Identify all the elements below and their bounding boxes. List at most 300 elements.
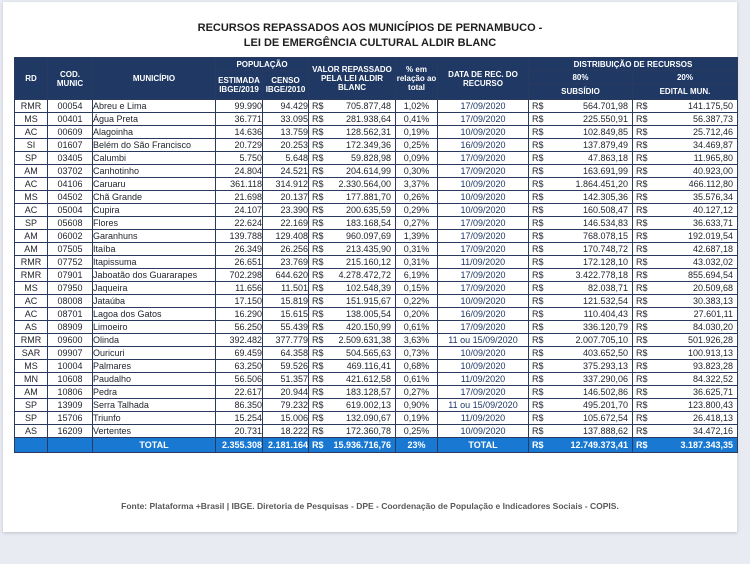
cell-data-recebimento: 17/09/2020 [438, 113, 529, 126]
cell-rd: AM [15, 243, 48, 256]
currency-prefix: R$ [636, 282, 648, 293]
cell-edital [633, 425, 738, 438]
edital-amount: 84.322,52 [692, 373, 733, 384]
subsidio-amount: 564.701,98 [582, 100, 628, 111]
cell-pop-censo: 24.521 [263, 165, 309, 178]
currency-prefix: R$ [636, 440, 648, 450]
cell-pop-censo: 20.137 [263, 191, 309, 204]
cell-pop-censo: 5.648 [263, 152, 309, 165]
cell-rd: RMR [15, 269, 48, 282]
currency-prefix: R$ [312, 230, 324, 241]
cell-valor-repassado [309, 386, 396, 399]
cell-pct: 0,19% [396, 412, 438, 425]
table-row [15, 282, 738, 295]
cell-subsidio [529, 243, 633, 256]
currency-prefix: R$ [532, 152, 544, 163]
total-subsidio-amount: 12.749.373,41 [570, 440, 628, 450]
cell-valor-repassado [309, 256, 396, 269]
valor-amount: 183.128,57 [345, 386, 391, 397]
cell-pop-censo: 15.615 [263, 308, 309, 321]
cell-subsidio [529, 139, 633, 152]
cell-pct: 0,73% [396, 347, 438, 360]
cell-valor-repassado [309, 425, 396, 438]
cell-municipio: Olinda [93, 334, 216, 347]
valor-amount: 172.360,78 [345, 425, 391, 436]
cell-pct: 0,27% [396, 217, 438, 230]
cell-rd: SP [15, 217, 48, 230]
header-pct-total: % em relação ao total [396, 58, 438, 100]
cell-rd: AC [15, 178, 48, 191]
cell-data-recebimento: 10/09/2020 [438, 191, 529, 204]
cell-pop-estimada: 26.349 [216, 243, 263, 256]
valor-amount: 504.565,63 [345, 347, 391, 358]
resources-table [14, 57, 738, 453]
edital-amount: 25.712,46 [692, 126, 733, 137]
edital-amount: 501.926,28 [687, 334, 733, 345]
table-row [15, 347, 738, 360]
cell-valor-repassado [309, 191, 396, 204]
cell-subsidio [529, 308, 633, 321]
cell-pop-estimada: 24.107 [216, 204, 263, 217]
cell-pop-estimada: 702.298 [216, 269, 263, 282]
cell-subsidio [529, 373, 633, 386]
header-populacao: POPULAÇÃO [216, 58, 309, 71]
cell-rd: AM [15, 165, 48, 178]
cell-cod-munic: 10806 [48, 386, 93, 399]
cell-pop-estimada: 56.506 [216, 373, 263, 386]
subsidio-amount: 172.128,10 [582, 256, 628, 267]
cell-pop-censo: 129.408 [263, 230, 309, 243]
edital-amount: 466.112,80 [688, 178, 733, 189]
currency-prefix: R$ [532, 386, 544, 397]
cell-rd: SP [15, 412, 48, 425]
valor-amount: 2.509.631,38 [338, 334, 391, 345]
table-row [15, 230, 738, 243]
currency-prefix: R$ [636, 334, 648, 345]
cell-cod-munic: 00401 [48, 113, 93, 126]
valor-amount: 172.349,36 [345, 139, 391, 150]
currency-prefix: R$ [312, 178, 324, 189]
cell-valor-repassado [309, 100, 396, 113]
cell-edital [633, 295, 738, 308]
subsidio-amount: 137.888,62 [582, 425, 628, 436]
header-municipio: MUNICÍPIO [93, 58, 216, 100]
valor-amount: 151.915,67 [345, 295, 391, 306]
cell-municipio: Itapissuma [93, 256, 216, 269]
valor-amount: 705.877,48 [345, 100, 391, 111]
header-edital: EDITAL MUN. [633, 84, 738, 100]
currency-prefix: R$ [636, 100, 648, 111]
cell-cod-munic: 10004 [48, 360, 93, 373]
cell-pop-estimada: 361.118 [216, 178, 263, 191]
valor-amount: 183.168,54 [345, 217, 391, 228]
edital-amount: 40.923,00 [692, 165, 733, 176]
cell-pop-censo: 314.912 [263, 178, 309, 191]
cell-subsidio [529, 269, 633, 282]
currency-prefix: R$ [312, 386, 324, 397]
currency-prefix: R$ [532, 269, 544, 280]
cell-data-recebimento: 11 ou 15/09/2020 [438, 399, 529, 412]
cell-rd: SP [15, 152, 48, 165]
currency-prefix: R$ [312, 269, 324, 280]
currency-prefix: R$ [636, 412, 648, 423]
cell-municipio: Limoeiro [93, 321, 216, 334]
cell-municipio: Serra Talhada [93, 399, 216, 412]
cell-subsidio [529, 204, 633, 217]
cell-cod-munic: 05004 [48, 204, 93, 217]
cell-municipio: Garanhuns [93, 230, 216, 243]
edital-amount: 27.601,11 [693, 308, 733, 319]
cell-rd: MS [15, 282, 48, 295]
cell-municipio: Pedra [93, 386, 216, 399]
currency-prefix: R$ [636, 139, 648, 150]
cell-pct: 0,29% [396, 204, 438, 217]
subsidio-amount: 142.305,36 [582, 191, 628, 202]
table-row [15, 126, 738, 139]
cell-valor-repassado [309, 308, 396, 321]
currency-prefix: R$ [532, 191, 544, 202]
cell-valor-repassado [309, 399, 396, 412]
total-subsidio [529, 438, 633, 453]
subsidio-amount: 495.201,70 [582, 399, 628, 410]
cell-municipio: Flores [93, 217, 216, 230]
currency-prefix: R$ [532, 347, 544, 358]
currency-prefix: R$ [636, 295, 648, 306]
currency-prefix: R$ [636, 126, 648, 137]
currency-prefix: R$ [636, 191, 648, 202]
cell-subsidio [529, 165, 633, 178]
currency-prefix: R$ [532, 243, 544, 254]
table-row [15, 295, 738, 308]
edital-amount: 141.175,50 [687, 100, 733, 111]
edital-amount: 42.687,18 [692, 243, 733, 254]
cell-pop-censo: 22.169 [263, 217, 309, 230]
cell-data-recebimento: 17/09/2020 [438, 230, 529, 243]
cell-data-recebimento: 10/09/2020 [438, 360, 529, 373]
cell-valor-repassado [309, 139, 396, 152]
total-pct: 23% [396, 438, 438, 453]
cell-municipio: Calumbi [93, 152, 216, 165]
currency-prefix: R$ [532, 126, 544, 137]
currency-prefix: R$ [636, 256, 648, 267]
cell-cod-munic: 15706 [48, 412, 93, 425]
cell-pct: 0,90% [396, 399, 438, 412]
cell-subsidio [529, 282, 633, 295]
cell-edital [633, 152, 738, 165]
cell-edital [633, 399, 738, 412]
cell-data-recebimento: 17/09/2020 [438, 165, 529, 178]
source-note: Fonte: Plataforma +Brasil | IBGE. Diretoria de Pesquisas - DPE - Coordenação de População e Indicadores Sociais - COPIS. [121, 501, 619, 511]
total-row [15, 438, 738, 453]
valor-amount: 213.435,90 [345, 243, 391, 254]
cell-data-recebimento: 10/09/2020 [438, 347, 529, 360]
currency-prefix: R$ [532, 321, 544, 332]
cell-valor-repassado [309, 360, 396, 373]
subsidio-amount: 768.078,15 [582, 230, 628, 241]
currency-prefix: R$ [636, 425, 648, 436]
cell-pct: 0,27% [396, 386, 438, 399]
cell-cod-munic: 07505 [48, 243, 93, 256]
cell-edital [633, 178, 738, 191]
cell-pop-censo: 51.357 [263, 373, 309, 386]
cell-edital [633, 256, 738, 269]
table-row [15, 399, 738, 412]
cell-pop-estimada: 56.250 [216, 321, 263, 334]
total-pop-censo: 2.181.164 [263, 438, 309, 453]
cell-pct: 6,19% [396, 269, 438, 282]
table-row [15, 412, 738, 425]
currency-prefix: R$ [532, 373, 544, 384]
cell-pop-estimada: 20.729 [216, 139, 263, 152]
edital-amount: 30.383,13 [692, 295, 733, 306]
cell-valor-repassado [309, 243, 396, 256]
currency-prefix: R$ [312, 334, 324, 345]
cell-rd: AM [15, 230, 48, 243]
cell-valor-repassado [309, 217, 396, 230]
cell-pop-censo: 18.222 [263, 425, 309, 438]
cell-valor-repassado [309, 282, 396, 295]
cell-pop-estimada: 17.150 [216, 295, 263, 308]
report-title-line2: LEI DE EMERGÊNCIA CULTURAL ALDIR BLANC [243, 37, 497, 49]
table-row [15, 425, 738, 438]
valor-amount: 200.635,59 [345, 204, 391, 215]
valor-amount: 960.097,69 [345, 230, 391, 241]
subsidio-amount: 403.652,50 [582, 347, 628, 358]
cell-rd: RMR [15, 334, 48, 347]
header-80pct: 80% [529, 71, 633, 84]
currency-prefix: R$ [312, 347, 324, 358]
cell-pop-censo: 15.819 [263, 295, 309, 308]
cell-pct: 1,02% [396, 100, 438, 113]
cell-edital [633, 334, 738, 347]
currency-prefix: R$ [636, 217, 648, 228]
cell-edital [633, 230, 738, 243]
subsidio-amount: 163.691,99 [582, 165, 628, 176]
total-cell-cod [48, 438, 93, 453]
edital-amount: 100.913,13 [687, 347, 733, 358]
cell-valor-repassado [309, 204, 396, 217]
cell-edital [633, 243, 738, 256]
cell-municipio: Triunfo [93, 412, 216, 425]
currency-prefix: R$ [312, 126, 324, 137]
cell-valor-repassado [309, 165, 396, 178]
cell-rd: SP [15, 399, 48, 412]
cell-pct: 0,41% [396, 113, 438, 126]
currency-prefix: R$ [312, 282, 324, 293]
cell-valor-repassado [309, 113, 396, 126]
subsidio-amount: 1.864.451,20 [575, 178, 628, 189]
cell-rd: AM [15, 386, 48, 399]
currency-prefix: R$ [636, 178, 648, 189]
header-valor-repassado: VALOR REPASSADO PELA LEI ALDIR BLANC [309, 58, 396, 100]
table-row [15, 243, 738, 256]
cell-cod-munic: 06002 [48, 230, 93, 243]
cell-municipio: Abreu e Lima [93, 100, 216, 113]
cell-pop-estimada: 16.290 [216, 308, 263, 321]
cell-rd: AC [15, 295, 48, 308]
cell-subsidio [529, 100, 633, 113]
cell-pop-estimada: 26.651 [216, 256, 263, 269]
cell-pct: 0,61% [396, 321, 438, 334]
table-row [15, 100, 738, 113]
cell-valor-repassado [309, 334, 396, 347]
currency-prefix: R$ [636, 230, 648, 241]
edital-amount: 93.823,28 [692, 360, 733, 371]
cell-subsidio [529, 399, 633, 412]
valor-amount: 215.160,12 [345, 256, 391, 267]
currency-prefix: R$ [532, 412, 544, 423]
cell-data-recebimento: 11 ou 15/09/2020 [438, 334, 529, 347]
header-pop-censo: CENSO IBGE/2010 [263, 71, 309, 100]
cell-cod-munic: 10608 [48, 373, 93, 386]
edital-amount: 84.030,20 [692, 321, 733, 332]
cell-edital [633, 165, 738, 178]
cell-pop-estimada: 392.482 [216, 334, 263, 347]
cell-data-recebimento: 17/09/2020 [438, 386, 529, 399]
header-distribuicao: DISTRIBUIÇÃO DE RECURSOS [529, 58, 738, 71]
currency-prefix: R$ [636, 308, 648, 319]
cell-rd: MN [15, 373, 48, 386]
table-row [15, 204, 738, 217]
cell-pop-estimada: 21.698 [216, 191, 263, 204]
currency-prefix: R$ [532, 399, 544, 410]
cell-data-recebimento: 16/09/2020 [438, 139, 529, 152]
valor-amount: 420.150,99 [345, 321, 391, 332]
currency-prefix: R$ [312, 191, 324, 202]
cell-data-recebimento: 17/09/2020 [438, 217, 529, 230]
cell-rd: SI [15, 139, 48, 152]
valor-amount: 421.612,58 [345, 373, 391, 384]
cell-data-recebimento: 10/09/2020 [438, 295, 529, 308]
cell-municipio: Paudalho [93, 373, 216, 386]
cell-municipio: Jaqueira [93, 282, 216, 295]
currency-prefix: R$ [312, 256, 324, 267]
cell-subsidio [529, 334, 633, 347]
edital-amount: 34.469,87 [692, 139, 733, 150]
cell-data-recebimento: 16/09/2020 [438, 308, 529, 321]
cell-edital [633, 217, 738, 230]
currency-prefix: R$ [636, 243, 648, 254]
cell-pct: 0,26% [396, 191, 438, 204]
edital-amount: 34.472,16 [692, 425, 733, 436]
valor-amount: 619.002,13 [345, 399, 391, 410]
currency-prefix: R$ [312, 243, 324, 254]
cell-subsidio [529, 217, 633, 230]
currency-prefix: R$ [532, 440, 544, 450]
cell-rd: MS [15, 113, 48, 126]
currency-prefix: R$ [532, 113, 544, 124]
subsidio-amount: 82.038,71 [587, 282, 628, 293]
currency-prefix: R$ [312, 321, 324, 332]
table-row [15, 373, 738, 386]
cell-cod-munic: 08008 [48, 295, 93, 308]
report-page [3, 2, 737, 532]
cell-cod-munic: 16209 [48, 425, 93, 438]
cell-pop-estimada: 63.250 [216, 360, 263, 373]
cell-pop-estimada: 5.750 [216, 152, 263, 165]
cell-municipio: Vertentes [93, 425, 216, 438]
cell-pct: 0,19% [396, 126, 438, 139]
valor-amount: 4.278.472,72 [338, 269, 391, 280]
table-row [15, 178, 738, 191]
cell-municipio: Cupira [93, 204, 216, 217]
cell-municipio: Alagoinha [93, 126, 216, 139]
cell-pct: 0,25% [396, 139, 438, 152]
cell-pop-estimada: 15.254 [216, 412, 263, 425]
subsidio-amount: 146.534,83 [582, 217, 628, 228]
currency-prefix: R$ [636, 373, 648, 384]
edital-amount: 123.800,43 [687, 399, 733, 410]
subsidio-amount: 336.120,79 [582, 321, 628, 332]
valor-amount: 138.005,54 [345, 308, 391, 319]
cell-rd: AS [15, 425, 48, 438]
currency-prefix: R$ [532, 256, 544, 267]
edital-amount: 56.387,73 [692, 113, 733, 124]
cell-valor-repassado [309, 347, 396, 360]
subsidio-amount: 3.422.778,18 [575, 269, 628, 280]
cell-municipio: Jataúba [93, 295, 216, 308]
cell-edital [633, 360, 738, 373]
header-data-recebimento: DATA DE REC. DO RECURSO [438, 58, 529, 100]
currency-prefix: R$ [532, 165, 544, 176]
cell-pct: 0,61% [396, 373, 438, 386]
currency-prefix: R$ [636, 152, 648, 163]
cell-cod-munic: 00609 [48, 126, 93, 139]
subsidio-amount: 102.849,85 [582, 126, 628, 137]
valor-amount: 2.330.564,00 [338, 178, 391, 189]
cell-data-recebimento: 10/09/2020 [438, 178, 529, 191]
cell-cod-munic: 01607 [48, 139, 93, 152]
currency-prefix: R$ [312, 373, 324, 384]
cell-edital [633, 347, 738, 360]
currency-prefix: R$ [532, 100, 544, 111]
table-row [15, 269, 738, 282]
cell-pop-censo: 11.501 [263, 282, 309, 295]
cell-cod-munic: 00054 [48, 100, 93, 113]
cell-edital [633, 191, 738, 204]
valor-amount: 128.562,31 [345, 126, 391, 137]
cell-data-recebimento: 17/09/2020 [438, 269, 529, 282]
cell-cod-munic: 04502 [48, 191, 93, 204]
cell-data-recebimento: 17/09/2020 [438, 321, 529, 334]
cell-edital [633, 386, 738, 399]
cell-rd: AC [15, 204, 48, 217]
header-cod-munic: COD. MUNIC [48, 58, 93, 100]
cell-pct: 0,09% [396, 152, 438, 165]
cell-cod-munic: 05608 [48, 217, 93, 230]
edital-amount: 40.127,12 [692, 204, 733, 215]
valor-amount: 281.938,64 [345, 113, 391, 124]
cell-municipio: Caruaru [93, 178, 216, 191]
cell-edital [633, 269, 738, 282]
report-title [3, 21, 737, 51]
cell-data-recebimento: 10/09/2020 [438, 425, 529, 438]
currency-prefix: R$ [532, 334, 544, 345]
currency-prefix: R$ [636, 386, 648, 397]
cell-valor-repassado [309, 126, 396, 139]
header-pop-estimada: ESTIMADA IBGE/2019 [216, 71, 263, 100]
currency-prefix: R$ [532, 360, 544, 371]
currency-prefix: R$ [312, 100, 324, 111]
cell-rd: RMR [15, 256, 48, 269]
currency-prefix: R$ [636, 321, 648, 332]
subsidio-amount: 225.550,91 [582, 113, 628, 124]
cell-cod-munic: 07901 [48, 269, 93, 282]
currency-prefix: R$ [532, 204, 544, 215]
cell-rd: AS [15, 321, 48, 334]
subsidio-amount: 375.293,13 [582, 360, 628, 371]
table-row [15, 321, 738, 334]
